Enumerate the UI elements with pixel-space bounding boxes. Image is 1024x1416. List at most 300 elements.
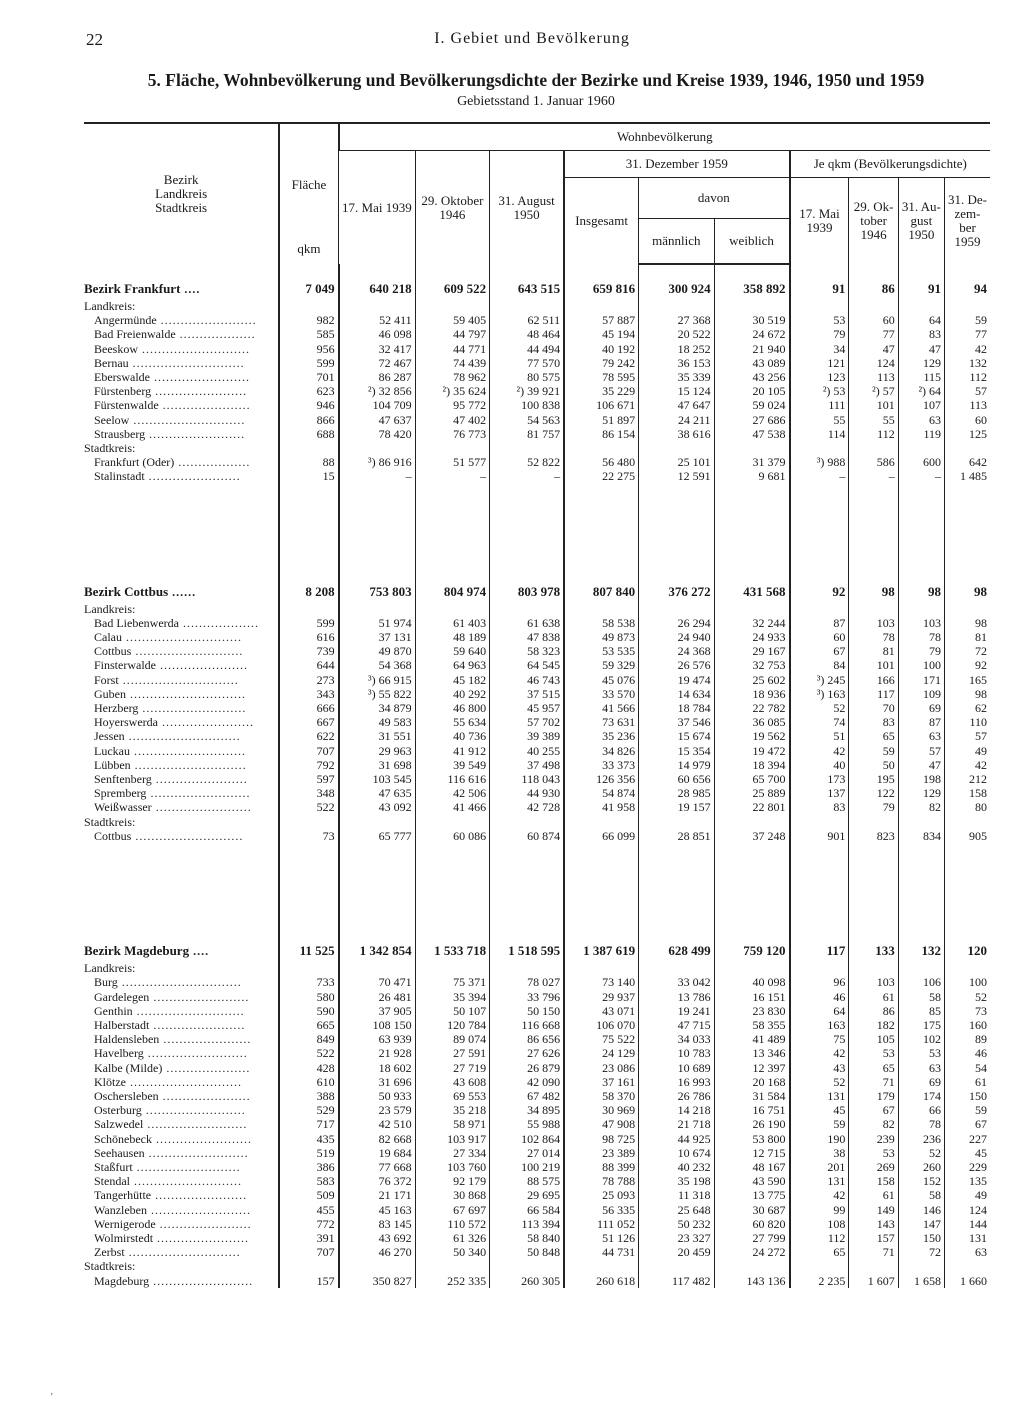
kreis-row (84, 1174, 990, 1188)
section-gap-row (84, 843, 990, 941)
value-cell: 40 736 (415, 729, 489, 743)
kreis-row (84, 975, 990, 989)
value-cell: 182 (849, 1018, 898, 1032)
kreis-row (84, 687, 990, 701)
value-cell: 52 822 (490, 455, 564, 469)
value-cell: 47 908 (564, 1117, 638, 1131)
page-number: 22 (86, 30, 103, 49)
value-cell: 51 897 (564, 413, 638, 427)
header-landkreis: Landkreis (155, 186, 208, 201)
value-cell: 57 (898, 744, 944, 758)
value-cell: 260 618 (564, 1274, 638, 1288)
value-cell: 63 (898, 729, 944, 743)
header-weiblich: weiblich (714, 219, 789, 265)
value-cell: 78 (898, 1117, 944, 1131)
kreis-row (84, 729, 990, 743)
value-cell: 348 (279, 786, 338, 800)
row-name (84, 1217, 279, 1231)
value-cell: 79 (790, 327, 849, 341)
value-cell: 260 (898, 1160, 944, 1174)
value-cell: 106 671 (564, 398, 638, 412)
value-cell: 34 (790, 342, 849, 356)
value-cell: 95 772 (415, 398, 489, 412)
value-cell: 47 538 (714, 427, 789, 441)
value-cell: 42 (790, 1188, 849, 1202)
value-cell: 1 533 718 (415, 941, 489, 961)
leader-dots: ....................... (155, 1216, 252, 1231)
leader-dots: ............................ (124, 1245, 241, 1260)
row-name-text: Seelow (94, 412, 130, 427)
row-name (84, 815, 279, 829)
value-cell: 54 368 (339, 658, 415, 672)
value-cell (790, 961, 849, 975)
value-cell: 1 607 (849, 1274, 898, 1288)
table-title: 5. Fläche, Wohnbevölkerung und Bevölkerungsdichte der Bezirke und Kreise 1939, 1946, 1950 und 1959 (147, 70, 925, 90)
value-cell: 55 634 (415, 715, 489, 729)
value-cell: 58 (898, 1188, 944, 1202)
value-cell: 236 (898, 1132, 944, 1146)
row-name-text: Staßfurt (94, 1159, 133, 1174)
value-cell: 455 (279, 1203, 338, 1217)
row-name-text: Weißwasser (94, 800, 152, 815)
value-cell: 14 979 (639, 758, 714, 772)
row-name (84, 398, 279, 412)
value-cell (490, 815, 564, 829)
value-cell: 753 803 (339, 582, 415, 602)
value-cell (639, 815, 714, 829)
leader-dots: ....................... (157, 715, 254, 730)
value-cell: 39 389 (490, 729, 564, 743)
value-cell: 77 668 (339, 1160, 415, 1174)
row-name (84, 701, 279, 715)
leader-dots: ............................. (126, 686, 246, 701)
row-name-text: Wolmirstedt (94, 1230, 154, 1245)
value-cell: 2 235 (790, 1274, 849, 1288)
value-cell: 120 784 (415, 1018, 489, 1032)
value-cell: 83 145 (339, 1217, 415, 1231)
value-cell: 76 773 (415, 427, 489, 441)
kreis-row (84, 1217, 990, 1231)
value-cell: 31 584 (714, 1089, 789, 1103)
kreis-row (84, 455, 990, 469)
value-cell: 102 (898, 1032, 944, 1046)
value-cell: ³) 988 (790, 455, 849, 469)
row-name (84, 658, 279, 672)
value-cell: 74 (790, 715, 849, 729)
value-cell: 50 150 (490, 1004, 564, 1018)
row-name-text: Forst (94, 672, 119, 687)
value-cell: 45 076 (564, 673, 638, 687)
value-cell: 53 (790, 313, 849, 327)
value-cell: 121 (790, 356, 849, 370)
value-cell: 37 248 (714, 829, 789, 843)
value-cell: 1 658 (898, 1274, 944, 1288)
row-name-text: Burg (94, 975, 118, 990)
value-cell: 129 (898, 786, 944, 800)
value-cell: 58 370 (564, 1089, 638, 1103)
value-cell: 59 640 (415, 644, 489, 658)
leader-dots: ........................... (132, 1003, 245, 1018)
value-cell: 51 577 (415, 455, 489, 469)
value-cell: 61 638 (490, 616, 564, 630)
value-cell: 57 702 (490, 715, 564, 729)
value-cell: 27 334 (415, 1146, 489, 1160)
kreis-row (84, 1018, 990, 1032)
value-cell: 77 (945, 327, 990, 341)
value-cell: 83 (849, 715, 898, 729)
row-name-text: Magdeburg (94, 1273, 150, 1288)
row-name (84, 384, 279, 398)
value-cell: 25 101 (639, 455, 714, 469)
value-cell: 834 (898, 829, 944, 843)
leader-dots: ........................ (156, 313, 257, 328)
value-cell: 44 494 (490, 342, 564, 356)
value-cell: 350 827 (339, 1274, 415, 1288)
value-cell: 1 485 (945, 469, 990, 483)
value-cell: 739 (279, 644, 338, 658)
kreis-row (84, 1203, 990, 1217)
value-cell: 24 940 (639, 630, 714, 644)
row-name-text: Calau (94, 630, 122, 645)
value-cell: 92 (790, 582, 849, 602)
value-cell: 84 (790, 658, 849, 672)
kreis-row (84, 658, 990, 672)
value-cell: 103 (849, 975, 898, 989)
value-cell: 772 (279, 1217, 338, 1231)
value-cell: 45 163 (339, 1203, 415, 1217)
kreis-row (84, 616, 990, 630)
value-cell: 19 157 (639, 800, 714, 814)
value-cell: 89 (945, 1032, 990, 1046)
value-cell: 48 167 (714, 1160, 789, 1174)
value-cell: 47 715 (639, 1018, 714, 1032)
value-cell: 173 (790, 772, 849, 786)
value-cell: 81 757 (490, 427, 564, 441)
value-cell: 659 816 (564, 279, 638, 299)
value-cell: 67 697 (415, 1203, 489, 1217)
value-cell: 733 (279, 975, 338, 989)
value-cell: 75 (790, 1032, 849, 1046)
row-name-text: Wanzleben (94, 1202, 148, 1217)
value-cell (898, 602, 944, 616)
value-cell: 34 826 (564, 744, 638, 758)
leader-dots: .... (189, 944, 210, 959)
row-name-text: Frankfurt (Oder) (94, 455, 175, 470)
kreis-row (84, 356, 990, 370)
value-cell: 804 974 (415, 582, 489, 602)
value-cell: 19 472 (714, 744, 789, 758)
value-cell: 116 668 (490, 1018, 564, 1032)
value-cell: 57 (945, 384, 990, 398)
value-cell: 665 (279, 1018, 338, 1032)
value-cell: 26 294 (639, 616, 714, 630)
header-maennlich: männlich (639, 219, 714, 265)
value-cell: 19 684 (339, 1146, 415, 1160)
value-cell: 132 (898, 941, 944, 961)
value-cell: 58 323 (490, 644, 564, 658)
value-cell: 46 (945, 1046, 990, 1060)
row-name-text: Stadtkreis: (84, 814, 136, 829)
value-cell: 13 775 (714, 1188, 789, 1202)
value-cell: 43 071 (564, 1004, 638, 1018)
value-cell: 376 272 (639, 582, 714, 602)
value-cell: 48 189 (415, 630, 489, 644)
kreis-row (84, 1117, 990, 1131)
value-cell: 666 (279, 701, 338, 715)
value-cell (415, 602, 489, 616)
value-cell: 78 (898, 630, 944, 644)
value-cell: 78 420 (339, 427, 415, 441)
row-name (84, 786, 279, 800)
value-cell: 65 700 (714, 772, 789, 786)
row-name (84, 455, 279, 469)
value-cell: 80 575 (490, 370, 564, 384)
value-cell: 160 (945, 1018, 990, 1032)
value-cell: 67 482 (490, 1089, 564, 1103)
value-cell: 147 (898, 1217, 944, 1231)
group-label-row (84, 602, 990, 616)
value-cell: 26 576 (639, 658, 714, 672)
row-name-text: Havelberg (94, 1046, 144, 1061)
value-cell (849, 602, 898, 616)
row-name (84, 975, 279, 989)
value-cell: 69 (898, 701, 944, 715)
value-cell: 143 136 (714, 1274, 789, 1288)
value-cell: 53 (898, 1046, 944, 1060)
value-cell: 46 (790, 990, 849, 1004)
value-cell (714, 815, 789, 829)
value-cell: 63 (898, 413, 944, 427)
value-cell: 32 244 (714, 616, 789, 630)
value-cell: 117 482 (639, 1274, 714, 1288)
value-cell: 24 368 (639, 644, 714, 658)
value-cell: 55 (849, 413, 898, 427)
value-cell: 45 194 (564, 327, 638, 341)
value-cell: 24 933 (714, 630, 789, 644)
leader-dots: ........................... (131, 644, 244, 659)
value-cell: 11 525 (279, 941, 338, 961)
value-cell: 89 074 (415, 1032, 489, 1046)
value-cell: 52 411 (339, 313, 415, 327)
row-name (84, 1032, 279, 1046)
kreis-row (84, 1046, 990, 1060)
value-cell: 47 402 (415, 413, 489, 427)
value-cell: 610 (279, 1075, 338, 1089)
value-cell: 43 (790, 1061, 849, 1075)
value-cell: 49 (945, 1188, 990, 1202)
value-cell: 82 668 (339, 1132, 415, 1146)
kreis-row (84, 327, 990, 341)
value-cell: 174 (898, 1089, 944, 1103)
value-cell: 53 (849, 1146, 898, 1160)
value-cell: 23 389 (564, 1146, 638, 1160)
value-cell: 44 930 (490, 786, 564, 800)
value-cell (279, 602, 338, 616)
value-cell: 707 (279, 1245, 338, 1259)
value-cell: 45 182 (415, 673, 489, 687)
value-cell: 33 042 (639, 975, 714, 989)
value-cell: 10 783 (639, 1046, 714, 1060)
leader-dots: ......................... (141, 1103, 246, 1118)
value-cell: 56 335 (564, 1203, 638, 1217)
value-cell: 26 481 (339, 990, 415, 1004)
value-cell: 25 889 (714, 786, 789, 800)
value-cell (490, 441, 564, 455)
row-name (84, 772, 279, 786)
value-cell: 171 (898, 673, 944, 687)
leader-dots: ................... (178, 615, 259, 630)
value-cell: 59 024 (714, 398, 789, 412)
value-cell: 20 459 (639, 1245, 714, 1259)
value-cell: 45 (945, 1146, 990, 1160)
value-cell: 112 (945, 370, 990, 384)
row-name (84, 427, 279, 441)
value-cell: 701 (279, 370, 338, 384)
value-cell: 27 368 (639, 313, 714, 327)
value-cell: 57 (945, 729, 990, 743)
value-cell: ²) 53 (790, 384, 849, 398)
value-cell: 117 (790, 941, 849, 961)
value-cell: 69 553 (415, 1089, 489, 1103)
value-cell (790, 815, 849, 829)
value-cell: 78 (849, 630, 898, 644)
value-cell: 54 563 (490, 413, 564, 427)
value-cell (898, 299, 944, 313)
leader-dots: ........................ (145, 426, 246, 441)
value-cell: 580 (279, 990, 338, 1004)
value-cell (564, 1259, 638, 1273)
value-cell: 66 099 (564, 829, 638, 843)
value-cell: 50 (849, 758, 898, 772)
value-cell: 47 838 (490, 630, 564, 644)
value-cell: 62 (945, 701, 990, 715)
value-cell: 53 800 (714, 1132, 789, 1146)
value-cell: 87 (790, 616, 849, 630)
value-cell: 21 928 (339, 1046, 415, 1060)
row-name-text: Klötze (94, 1074, 126, 1089)
value-cell: 18 936 (714, 687, 789, 701)
value-cell: 24 211 (639, 413, 714, 427)
row-name (84, 616, 279, 630)
value-cell: 643 515 (490, 279, 564, 299)
value-cell: 35 394 (415, 990, 489, 1004)
value-cell: 10 689 (639, 1061, 714, 1075)
value-cell: 15 674 (639, 729, 714, 743)
row-name (84, 800, 279, 814)
header-mai-1939: 17. Mai 1939 (339, 151, 415, 265)
value-cell: 107 (898, 398, 944, 412)
value-cell: 956 (279, 342, 338, 356)
value-cell: 43 089 (714, 356, 789, 370)
value-cell (898, 961, 944, 975)
value-cell: 91 (790, 279, 849, 299)
value-cell: 190 (790, 1132, 849, 1146)
value-cell: 54 874 (564, 786, 638, 800)
row-name (84, 941, 279, 961)
bezirk-row (84, 941, 990, 961)
value-cell: 41 958 (564, 800, 638, 814)
value-cell: 61 403 (415, 616, 489, 630)
value-cell: 29 167 (714, 644, 789, 658)
value-cell: 688 (279, 427, 338, 441)
value-cell: 25 602 (714, 673, 789, 687)
value-cell: 100 838 (490, 398, 564, 412)
value-cell: 23 327 (639, 1231, 714, 1245)
leader-dots: ......................... (143, 1046, 248, 1061)
value-cell: 529 (279, 1103, 338, 1117)
value-cell (849, 961, 898, 975)
row-name-text: Genthin (94, 1003, 133, 1018)
value-cell: 50 107 (415, 1004, 489, 1018)
value-cell: 163 (790, 1018, 849, 1032)
kreis-row (84, 786, 990, 800)
kreis-row (84, 413, 990, 427)
value-cell: 152 (898, 1174, 944, 1188)
kreis-row (84, 701, 990, 715)
value-cell: 622 (279, 729, 338, 743)
value-cell: 227 (945, 1132, 990, 1146)
value-cell: 20 168 (714, 1075, 789, 1089)
group-label-row (84, 1259, 990, 1273)
row-name-text: Wernigerode (94, 1216, 156, 1231)
header-flaeche-label: Fläche (291, 177, 327, 192)
value-cell: 60 086 (415, 829, 489, 843)
value-cell: 37 546 (639, 715, 714, 729)
leader-dots: ............................ (129, 412, 246, 427)
leader-dots: ............................ (126, 1074, 242, 1089)
header-wohnbevoelkerung: Wohnbevölkerung (339, 123, 990, 151)
value-cell: 49 870 (339, 644, 415, 658)
kreis-row (84, 829, 990, 843)
value-cell: 45 (790, 1103, 849, 1117)
value-cell: 80 (945, 800, 990, 814)
running-head: I. Gebiet und Bevölkerung (434, 30, 630, 47)
value-cell: 100 (945, 975, 990, 989)
value-cell: 158 (945, 786, 990, 800)
value-cell: 273 (279, 673, 338, 687)
value-cell: 37 131 (339, 630, 415, 644)
kreis-row (84, 469, 990, 483)
value-cell: 108 150 (339, 1018, 415, 1032)
leader-dots: ........................... (130, 1174, 242, 1189)
value-cell: 946 (279, 398, 338, 412)
value-cell: 74 439 (415, 356, 489, 370)
value-cell: 27 014 (490, 1146, 564, 1160)
row-name (84, 715, 279, 729)
value-cell: 60 (945, 413, 990, 427)
value-cell: 644 (279, 658, 338, 672)
value-cell: 40 192 (564, 342, 638, 356)
header-okt-1946: 29. Oktober 1946 (415, 151, 489, 265)
value-cell: 1 342 854 (339, 941, 415, 961)
row-name (84, 630, 279, 644)
kreis-row (84, 758, 990, 772)
row-name-text: Schönebeck (94, 1131, 152, 1146)
value-cell: 111 052 (564, 1217, 638, 1231)
value-cell: 47 (849, 342, 898, 356)
value-cell: 63 (898, 1061, 944, 1075)
row-name (84, 1117, 279, 1131)
value-cell: 34 879 (339, 701, 415, 715)
value-cell: 103 917 (415, 1132, 489, 1146)
leader-dots: ........................ (149, 989, 250, 1004)
value-cell (279, 441, 338, 455)
value-cell: 26 190 (714, 1117, 789, 1131)
value-cell (945, 441, 990, 455)
row-name-text: Cottbus (94, 644, 132, 659)
value-cell (339, 1259, 415, 1273)
value-cell (339, 299, 415, 313)
